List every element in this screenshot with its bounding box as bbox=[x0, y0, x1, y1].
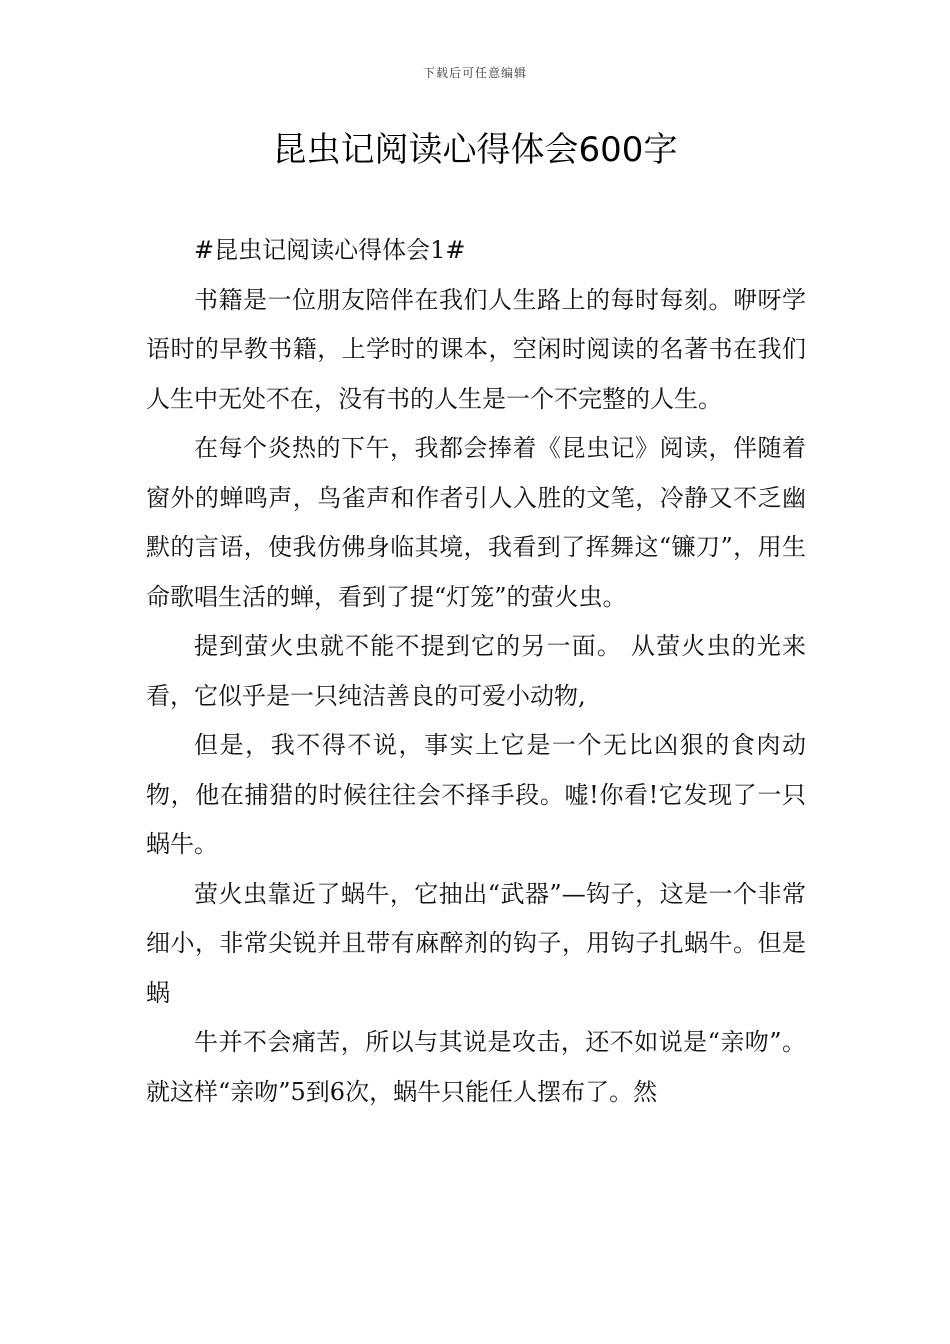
section-heading: #昆虫记阅读心得体会1# bbox=[194, 236, 466, 264]
paragraph: 书籍是一位朋友陪伴在我们人生路上的每时每刻。咿呀学语时的早教书籍，上学时的课本，空闲时阅读的名著书在我们人生中无处不在，没有书的人生是一个不完整的人生。 bbox=[146, 285, 806, 413]
paragraph: 在每个炎热的下午，我都会捧着《昆虫记》阅读，伴随着窗外的蝉鸣声，鸟雀声和作者引人入胜的文笔，冷静又不乏幽默的言语，使我仿佛身临其境，我看到了挥舞这“镰刀”，用生命歌唱生活的蝉，看到了提“灯笼”的萤火虫。 bbox=[146, 434, 806, 611]
paragraph: 提到萤火虫就不能不提到它的另一面。 从萤火虫的光来看，它似乎是一只纯洁善良的可爱小动物, bbox=[146, 632, 806, 710]
document-body bbox=[146, 226, 806, 1117]
document-title: 昆虫记阅读心得体会600字 bbox=[272, 130, 678, 170]
header-note: 下载后可任意编辑 bbox=[422, 66, 527, 80]
paragraph: 牛并不会痛苦，所以与其说是攻击，还不如说是“亲吻”。就这样“亲吻”5到6次，蜗牛只能任人摆布了。然 bbox=[146, 1028, 806, 1106]
paragraph: 但是，我不得不说，事实上它是一个无比凶狠的食肉动物，他在捕猎的时候往往会不择手段。嘘!你看!它发现了一只蜗牛。 bbox=[146, 731, 806, 858]
paragraph: 萤火虫靠近了蜗牛，它抽出“武器”—钩子，这是一个非常细小，非常尖锐并且带有麻醉剂的钩子，用钩子扎蜗牛。但是蜗 bbox=[146, 879, 806, 1007]
